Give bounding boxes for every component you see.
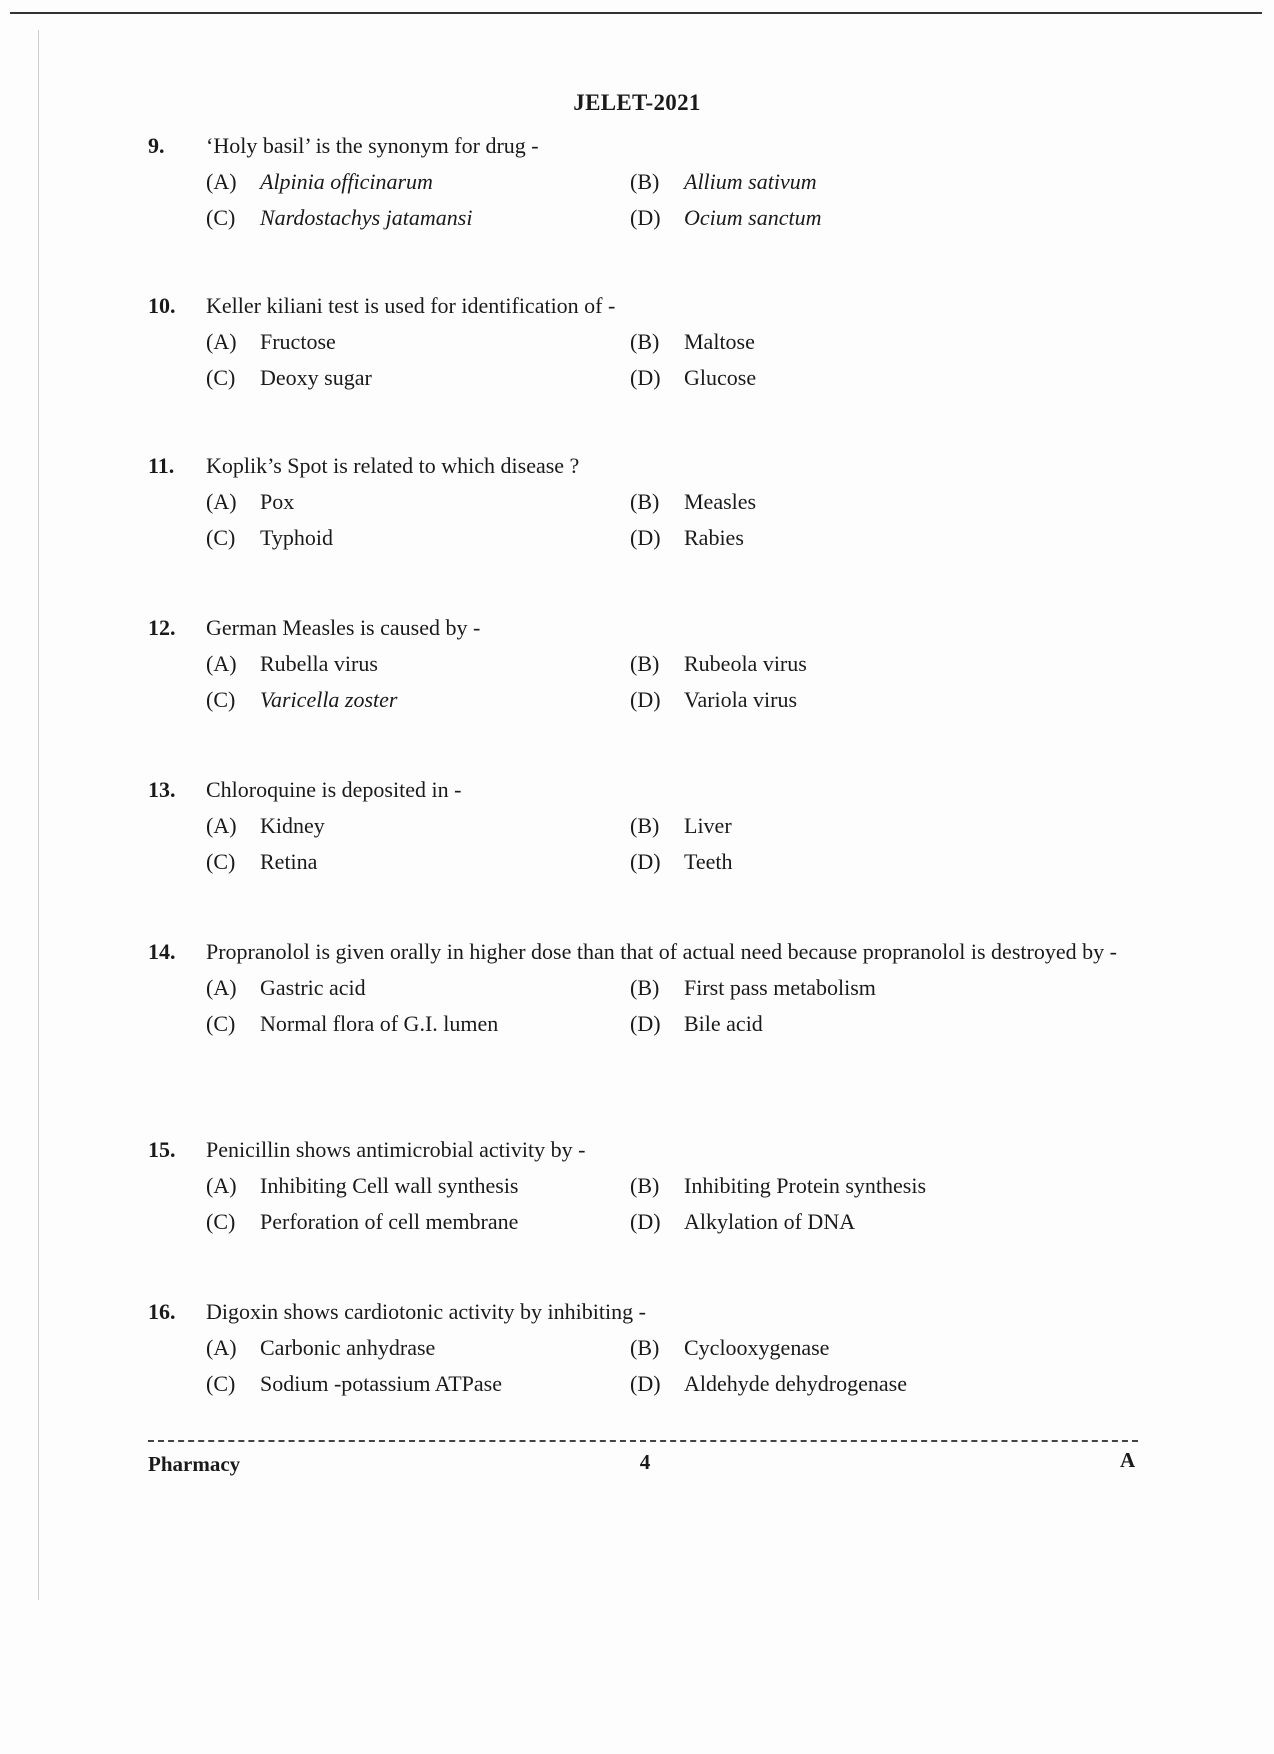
question-number: 11.	[148, 453, 175, 478]
option-d	[630, 202, 1054, 234]
option-label: (A)	[206, 329, 237, 354]
question-10	[148, 290, 1128, 394]
option-c	[206, 684, 630, 716]
option-a	[206, 166, 630, 198]
option-c	[206, 1206, 630, 1238]
option-label: (C)	[206, 525, 236, 550]
option-text: Perforation of cell membrane	[260, 1209, 519, 1234]
option-c	[206, 202, 630, 234]
option-text: Retina	[260, 849, 318, 874]
option-label: (D)	[630, 1371, 661, 1396]
option-text: Glucose	[684, 365, 757, 390]
question-text: Digoxin shows cardiotonic activity by inhibiting -	[206, 1299, 646, 1324]
option-b	[630, 1170, 1054, 1202]
option-label: (C)	[206, 365, 236, 390]
option-text: First pass metabolism	[684, 975, 876, 1000]
option-label: (B)	[630, 975, 660, 1000]
question-number: 12.	[148, 615, 176, 640]
option-b	[630, 326, 1054, 358]
scan-edge-line	[38, 30, 39, 1600]
question-11	[148, 450, 1128, 554]
option-label: (A)	[206, 1335, 237, 1360]
footer-subject: Pharmacy	[148, 1452, 241, 1476]
option-label: (A)	[206, 813, 237, 838]
option-b	[630, 972, 1054, 1004]
option-text: Measles	[684, 489, 757, 514]
question-number: 15.	[148, 1137, 176, 1162]
question-12	[148, 612, 1128, 716]
option-text: Sodium -potassium ATPase	[260, 1371, 503, 1396]
option-label: (D)	[630, 365, 661, 390]
option-text: Pox	[260, 489, 295, 514]
option-text: Normal flora of G.I. lumen	[260, 1011, 499, 1036]
question-text: German Measles is caused by -	[206, 615, 481, 640]
question-text: ‘Holy basil’ is the synonym for drug -	[206, 133, 539, 158]
question-number: 9.	[148, 133, 165, 158]
option-label: (D)	[630, 205, 661, 230]
option-d	[630, 362, 1054, 394]
options-grid	[206, 486, 1128, 554]
option-b	[630, 1332, 1054, 1364]
option-d	[630, 846, 1054, 878]
exam-title: JELET-2021	[573, 90, 701, 115]
option-text: Inhibiting Protein synthesis	[684, 1173, 926, 1198]
option-c	[206, 1368, 630, 1400]
option-text: Kidney	[260, 813, 325, 838]
question-number: 13.	[148, 777, 176, 802]
options-grid	[206, 326, 1128, 394]
option-label: (B)	[630, 1335, 660, 1360]
option-b	[630, 486, 1054, 518]
option-a	[206, 810, 630, 842]
option-label: (B)	[630, 169, 660, 194]
question-15	[148, 1134, 1128, 1238]
option-c	[206, 846, 630, 878]
option-a	[206, 972, 630, 1004]
option-label: (B)	[630, 651, 660, 676]
option-text: Maltose	[684, 329, 755, 354]
question-text: Penicillin shows antimicrobial activity by -	[206, 1137, 586, 1162]
option-b	[630, 810, 1054, 842]
option-text: Rubeola virus	[684, 651, 807, 676]
footer-set-code: A	[1120, 1448, 1136, 1472]
option-label: (D)	[630, 1209, 661, 1234]
option-text: Aldehyde dehydrogenase	[684, 1371, 907, 1396]
options-grid	[206, 166, 1128, 234]
option-text: Bile acid	[684, 1011, 763, 1036]
option-text: Varicella zoster	[260, 687, 398, 712]
option-d	[630, 522, 1054, 554]
question-text: Keller kiliani test is used for identification of -	[206, 293, 616, 318]
question-number: 16.	[148, 1299, 176, 1324]
option-text: Fructose	[260, 329, 336, 354]
footer-page-number: 4	[639, 1450, 651, 1474]
option-d	[630, 1368, 1054, 1400]
question-text: Propranolol is given orally in higher dose than that of actual need because propranolol is destroyed by -	[206, 939, 1117, 964]
option-text: Rubella virus	[260, 651, 378, 676]
options-grid	[206, 1332, 1128, 1400]
option-label: (D)	[630, 1011, 661, 1036]
top-rule	[10, 12, 1262, 14]
option-text: Alkylation of DNA	[684, 1209, 856, 1234]
option-text: Inhibiting Cell wall synthesis	[260, 1173, 519, 1198]
options-grid	[206, 810, 1128, 878]
option-c	[206, 522, 630, 554]
option-text: Cyclooxygenase	[684, 1335, 830, 1360]
options-grid	[206, 648, 1128, 716]
options-grid	[206, 972, 1128, 1040]
question-text: Koplik’s Spot is related to which disease ?	[206, 453, 580, 478]
option-label: (C)	[206, 687, 236, 712]
option-text: Allium sativum	[684, 169, 817, 194]
option-label: (D)	[630, 849, 661, 874]
option-label: (D)	[630, 687, 661, 712]
option-text: Variola virus	[684, 687, 798, 712]
option-label: (C)	[206, 1209, 236, 1234]
question-9	[148, 130, 1128, 234]
option-a	[206, 486, 630, 518]
option-b	[630, 166, 1054, 198]
question-16	[148, 1296, 1128, 1400]
option-d	[630, 684, 1054, 716]
option-text: Rabies	[684, 525, 744, 550]
option-text: Typhoid	[260, 525, 334, 550]
option-text: Carbonic anhydrase	[260, 1335, 436, 1360]
option-d	[630, 1008, 1054, 1040]
option-label: (B)	[630, 329, 660, 354]
footer-rule	[148, 1440, 1138, 1442]
option-a	[206, 648, 630, 680]
option-text: Liver	[684, 813, 732, 838]
option-label: (C)	[206, 849, 236, 874]
option-text: Nardostachys jatamansi	[260, 205, 473, 230]
option-label: (A)	[206, 489, 237, 514]
option-text: Deoxy sugar	[260, 365, 372, 390]
option-label: (B)	[630, 489, 660, 514]
option-b	[630, 648, 1054, 680]
question-14	[148, 936, 1128, 1040]
option-label: (B)	[630, 1173, 660, 1198]
question-number: 10.	[148, 293, 176, 318]
option-label: (C)	[206, 1371, 236, 1396]
options-grid	[206, 1170, 1128, 1238]
option-d	[630, 1206, 1054, 1238]
option-label: (A)	[206, 169, 237, 194]
option-label: (A)	[206, 975, 237, 1000]
question-13	[148, 774, 1128, 878]
option-a	[206, 1170, 630, 1202]
option-c	[206, 1008, 630, 1040]
question-number: 14.	[148, 939, 176, 964]
option-a	[206, 1332, 630, 1364]
option-label: (D)	[630, 525, 661, 550]
option-label: (A)	[206, 1173, 237, 1198]
option-text: Teeth	[684, 849, 733, 874]
option-label: (A)	[206, 651, 237, 676]
option-a	[206, 326, 630, 358]
option-text: Ocium sanctum	[684, 205, 822, 230]
option-label: (C)	[206, 205, 236, 230]
option-text: Gastric acid	[260, 975, 366, 1000]
option-label: (C)	[206, 1011, 236, 1036]
option-label: (B)	[630, 813, 660, 838]
question-text: Chloroquine is deposited in -	[206, 777, 462, 802]
option-text: Alpinia officinarum	[260, 169, 433, 194]
option-c	[206, 362, 630, 394]
